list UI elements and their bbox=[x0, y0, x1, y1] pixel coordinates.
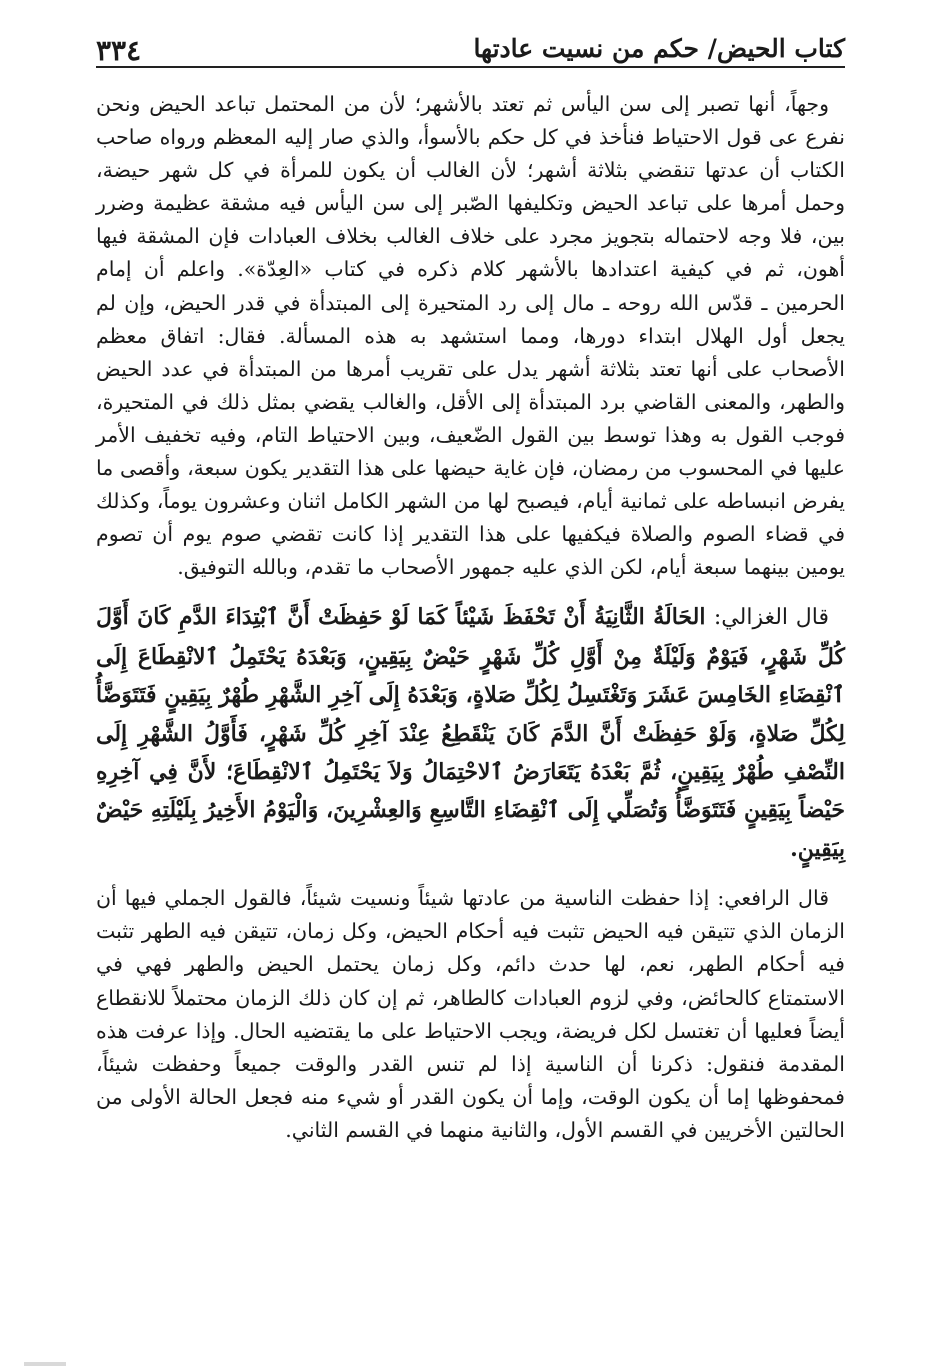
ghazali-text-paragraph bbox=[96, 598, 845, 868]
ghazali-intro: قال الغزالي: bbox=[713, 605, 829, 631]
page-number: ٣٣٤ bbox=[96, 34, 142, 67]
chapter-title: كتاب الحيض/ حكم من نسيت عادتها bbox=[473, 34, 845, 63]
page-body bbox=[96, 88, 845, 1161]
paragraph-text: وجهاً، أنها تصبر إلى سن اليأس ثم تعتد بالأشهر؛ لأن من المحتمل تباعد الحيض ونحن نفرع عى قول الاحتياط فنأخذ في كل حكم بالأسوأ، والذي صار إليه المعظم ورواه صاحب الكتاب أن عدتها تنقضي بثلاثة أشهر؛ لأن الغالب أن يكون للمرأة في كل شهر حيضة، وحمل أمرها على تباعد الحيض وتكليفها الصّبر إلى سن اليأس فيه مشقة عظيمة وضرر بين، فلا وجه لاحتماله بتجويز مجرد على خلاف الغالب بخلاف العبادات فإن المشقة فيها أهون، ثم في كيفية اعتدادها بالأشهر كلام ذكره في كتاب «العِدّة». واعلم أن إمام الحرمين ـ قدّس الله روحه ـ مال إلى رد المتحيرة إلى المبتدأة في قدر الحيض، وإن لم يجعل أول الهلال ابتداء دورها، ومما استشهد به هذه المسألة. فقال: اتفاق معظم الأصحاب على أنها تعتد بثلاثة أشهر يدل على تقريب أمرها من المبتدأة في عدد الحيض والطهر، والمعنى القاضي برد المبتدأة إلى الأقل، والغالب يقضي بمثل ذلك في المتحيرة، فوجب القول به وهذا توسط بين القول الضّعيف، وبين الاحتياط التام، وفيه تخفيف الأمر عليها في المحسوب من رمضان، فإن غاية حيضها على هذا التقدير يكون سبعة، وأقصى ما يفرض انبساطه على ثمانية أيام، فيصبح لها من الشهر الكامل اثنان وعشرون يوماً، وكذلك في قضاء الصوم والصلاة فيكفيها على هذا التقدير إذا كانت تقضي صوم يوم أن تصوم يومين بينهما سبعة أيام، لكن الذي عليه جمهور الأصحاب ما تقدم، وبالله التوفيق. bbox=[96, 92, 845, 580]
commentary-paragraph-2 bbox=[96, 882, 845, 1147]
scan-edge-mark bbox=[24, 1362, 66, 1366]
running-header bbox=[96, 22, 845, 68]
commentary-paragraph-1 bbox=[96, 88, 845, 584]
paragraph-text: الحَالَةُ الثَّانِيَةُ أَنْ تَحْفَظَ شَيْئاً كَمَا لَوْ حَفِظَتْ أَنَّ ٱبْتِدَاءَ الدَّمِ كَانَ أَوَّلَ كُلِّ شَهْرٍ، فَيَوْمٌ وَلَيْلَةٌ مِنْ أَوَّلِ كُلِّ شَهْرٍ حَيْضٌ بِيَقِينٍ، وَبَعْدَهُ يَحْتَمِلُ ٱلانْقِطَاعَ إِلَى ٱنْقِضَاءِ الخَامِسَ عَشَرَ وَتَغْتَسِلُ لِكُلِّ صَلاةٍ، وَبَعْدَهُ إِلَى آخِرِ الشَّهْرِ طُهْرٌ بِيَقِينٍ فَتَتَوَضَّأُ لِكُلِّ صَلاةٍ، وَلَوْ حَفِظَتْ أَنَّ الدَّمَ كَانَ يَنْقَطِعُ عِنْدَ آخِرِ كُلِّ شَهْرٍ، فَأَوَّلُ الشَّهْرِ إِلَى النِّصْفِ طُهْرٌ بِيَقِينٍ، ثُمَّ بَعْدَهُ يَتَعَارَضُ ٱلاحْتِمَالُ وَلاَ يَحْتَمِلُ ٱلانْقِطَاعَ؛ لأَنَّ فِي آخِرِهِ حَيْضاً بِيَقِينٍ فَتَتَوَضَّأُ وَتُصَلِّي إِلَى ٱنْقِضَاءِ التَّاسِعِ وَالعِشْرِينَ، وَالْيَوْمُ الأَخِيرُ بِلَيْلَتِهِ حَيْضٌ بِيَقِينٍ. bbox=[96, 604, 845, 862]
header-rule bbox=[96, 66, 845, 68]
paragraph-text: قال الرافعي: إذا حفظت الناسية من عادتها شيئاً ونسيت شيئاً، فالقول الجملي فيها أن الزمان الذي تتيقن فيه الحيض تثبت فيه أحكام الحيض، وكل زمان، تتيقن فيه الطهر تثبت فيه أحكام الطهر، نعم، لها حدث دائم، وكل زمان يحتمل الحيض والطهر فهي في الاستمتاع كالحائض، وفي لزوم العبادات كالطاهر، ثم إن كان ذلك الزمان محتملاً للانقطاع أيضاً فعليها أن تغتسل لكل فريضة، ويجب الاحتياط على ما يقتضيه الحال. وإذا عرفت هذه المقدمة فنقول: ذكرنا أن الناسية إذا لم تنس القدر والوقت جميعاً وحفظت شيئاً، فمحفوظها إما أن يكون الوقت، وإما أن يكون القدر أو شيء منه فجعل الحالة الأولى من الحالتين الأخريين في القسم الأول، والثانية منهما في القسم الثاني. bbox=[96, 886, 845, 1142]
